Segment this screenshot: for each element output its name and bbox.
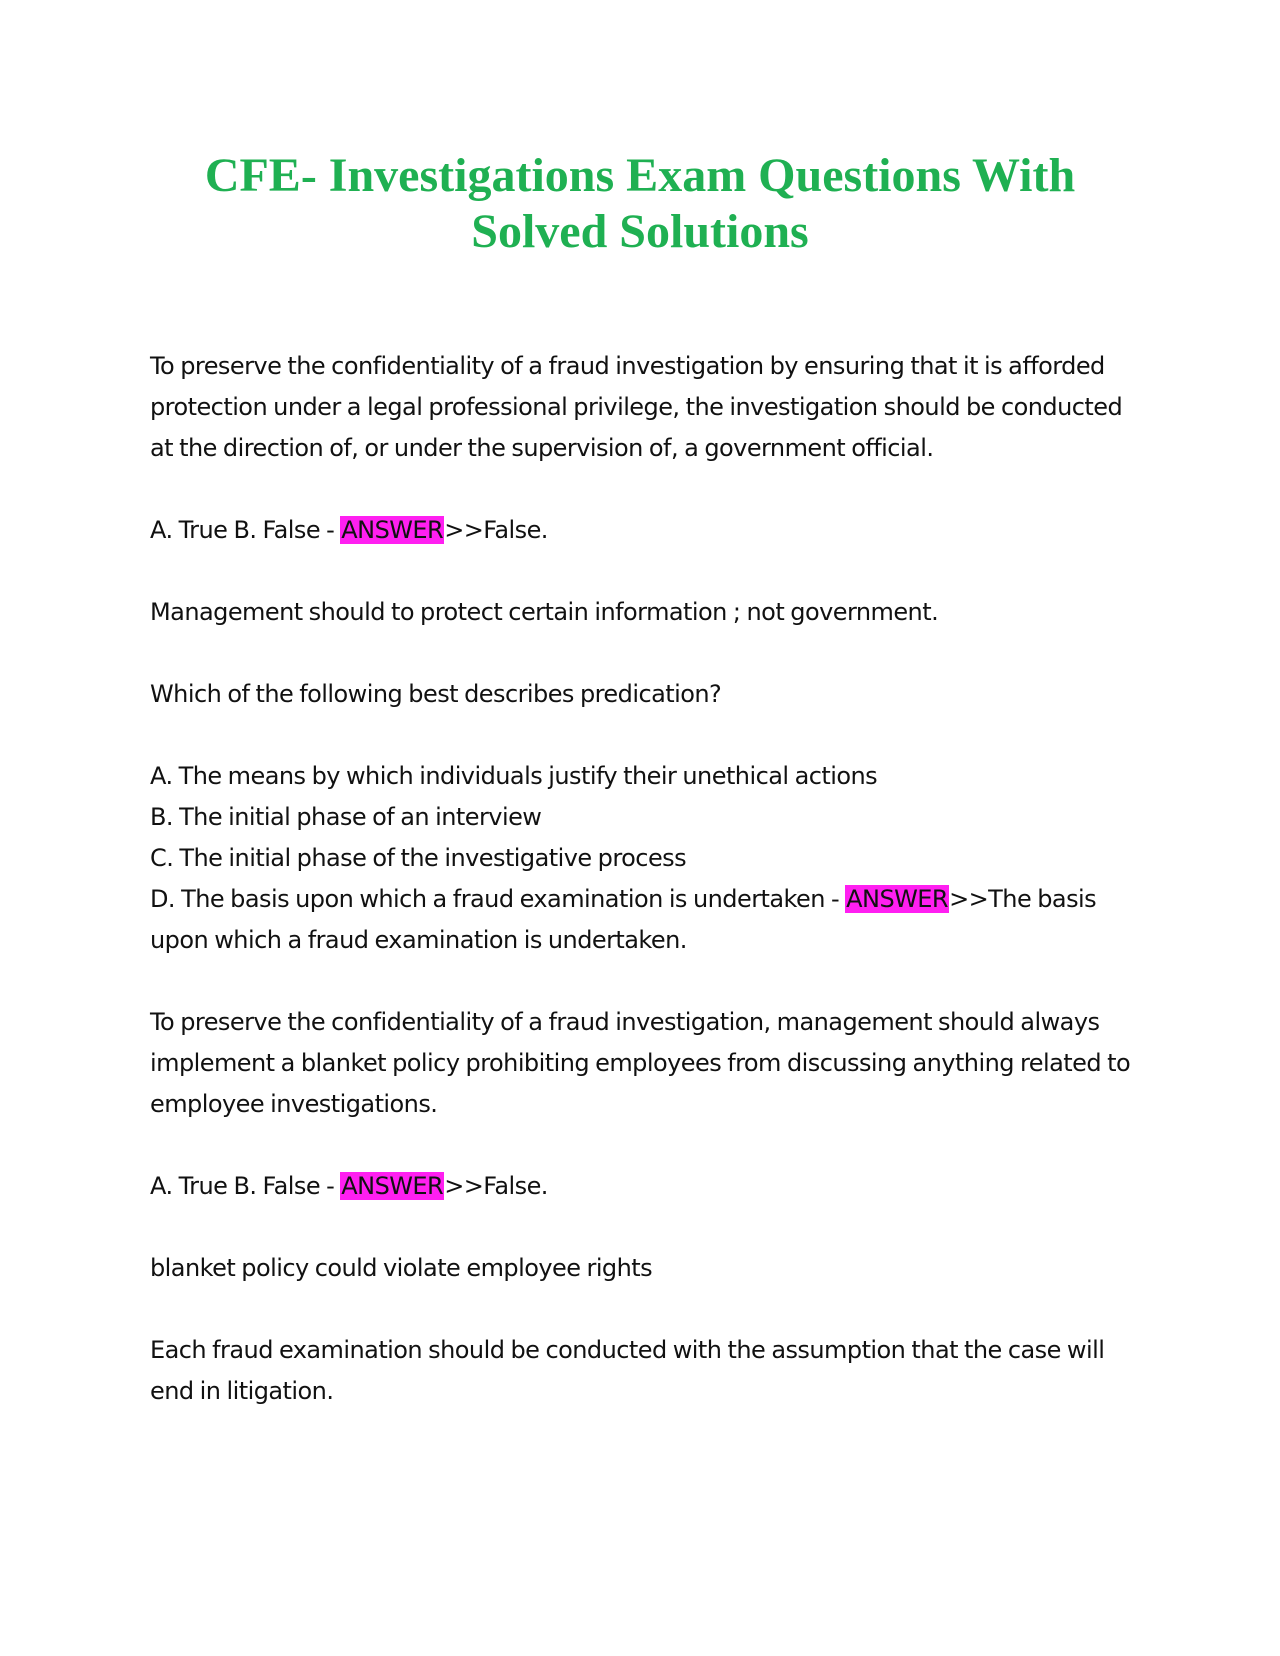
q4-question: Each fraud examination should be conducted with the assumption that the case will end in litigation. <box>150 1336 1105 1405</box>
q2-option-d: D. The basis upon which a fraud examination is undertaken - <box>150 885 846 913</box>
document-body <box>150 346 1135 1412</box>
q2-option-b: B. The initial phase of an interview <box>150 803 542 831</box>
q3-answer-highlight: ANSWER <box>341 1172 444 1200</box>
q3-options: A. True B. False - <box>150 1172 341 1200</box>
q2-answer-text: >>The basis upon which a fraud examination is undertaken. <box>150 885 1097 954</box>
q1-explanation: Management should to protect certain information ; not government. <box>150 598 939 626</box>
q1-answer-text: >>False. <box>444 516 548 544</box>
q2-option-a: A. The means by which individuals justify their unethical actions <box>150 762 878 790</box>
title-line-1: CFE- Investigations Exam Questions With <box>204 149 1076 202</box>
title-line-2: Solved Solutions <box>471 205 809 258</box>
q1-question: To preserve the confidentiality of a fraud investigation by ensuring that it is afforded protection under a legal professional privilege, the investigation should be conducted at the direction of, or under the supervision of, a government official. <box>150 352 1123 462</box>
q2-option-c: C. The initial phase of the investigative process <box>150 844 687 872</box>
q3-question: To preserve the confidentiality of a fraud investigation, management should always implement a blanket policy prohibiting employees from discussing anything related to employee investigations. <box>150 1008 1131 1118</box>
q3-answer-text: >>False. <box>444 1172 548 1200</box>
q3-answer-line <box>150 1166 1135 1207</box>
document-title <box>100 148 1180 260</box>
q1-answer-line <box>150 510 1135 551</box>
q2-options <box>150 756 1135 961</box>
q1-answer-highlight: ANSWER <box>341 516 444 544</box>
q2-answer-highlight: ANSWER <box>846 885 949 913</box>
q2-question: Which of the following best describes predication? <box>150 680 722 708</box>
q1-options: A. True B. False - <box>150 516 341 544</box>
q3-explanation: blanket policy could violate employee rights <box>150 1254 653 1282</box>
